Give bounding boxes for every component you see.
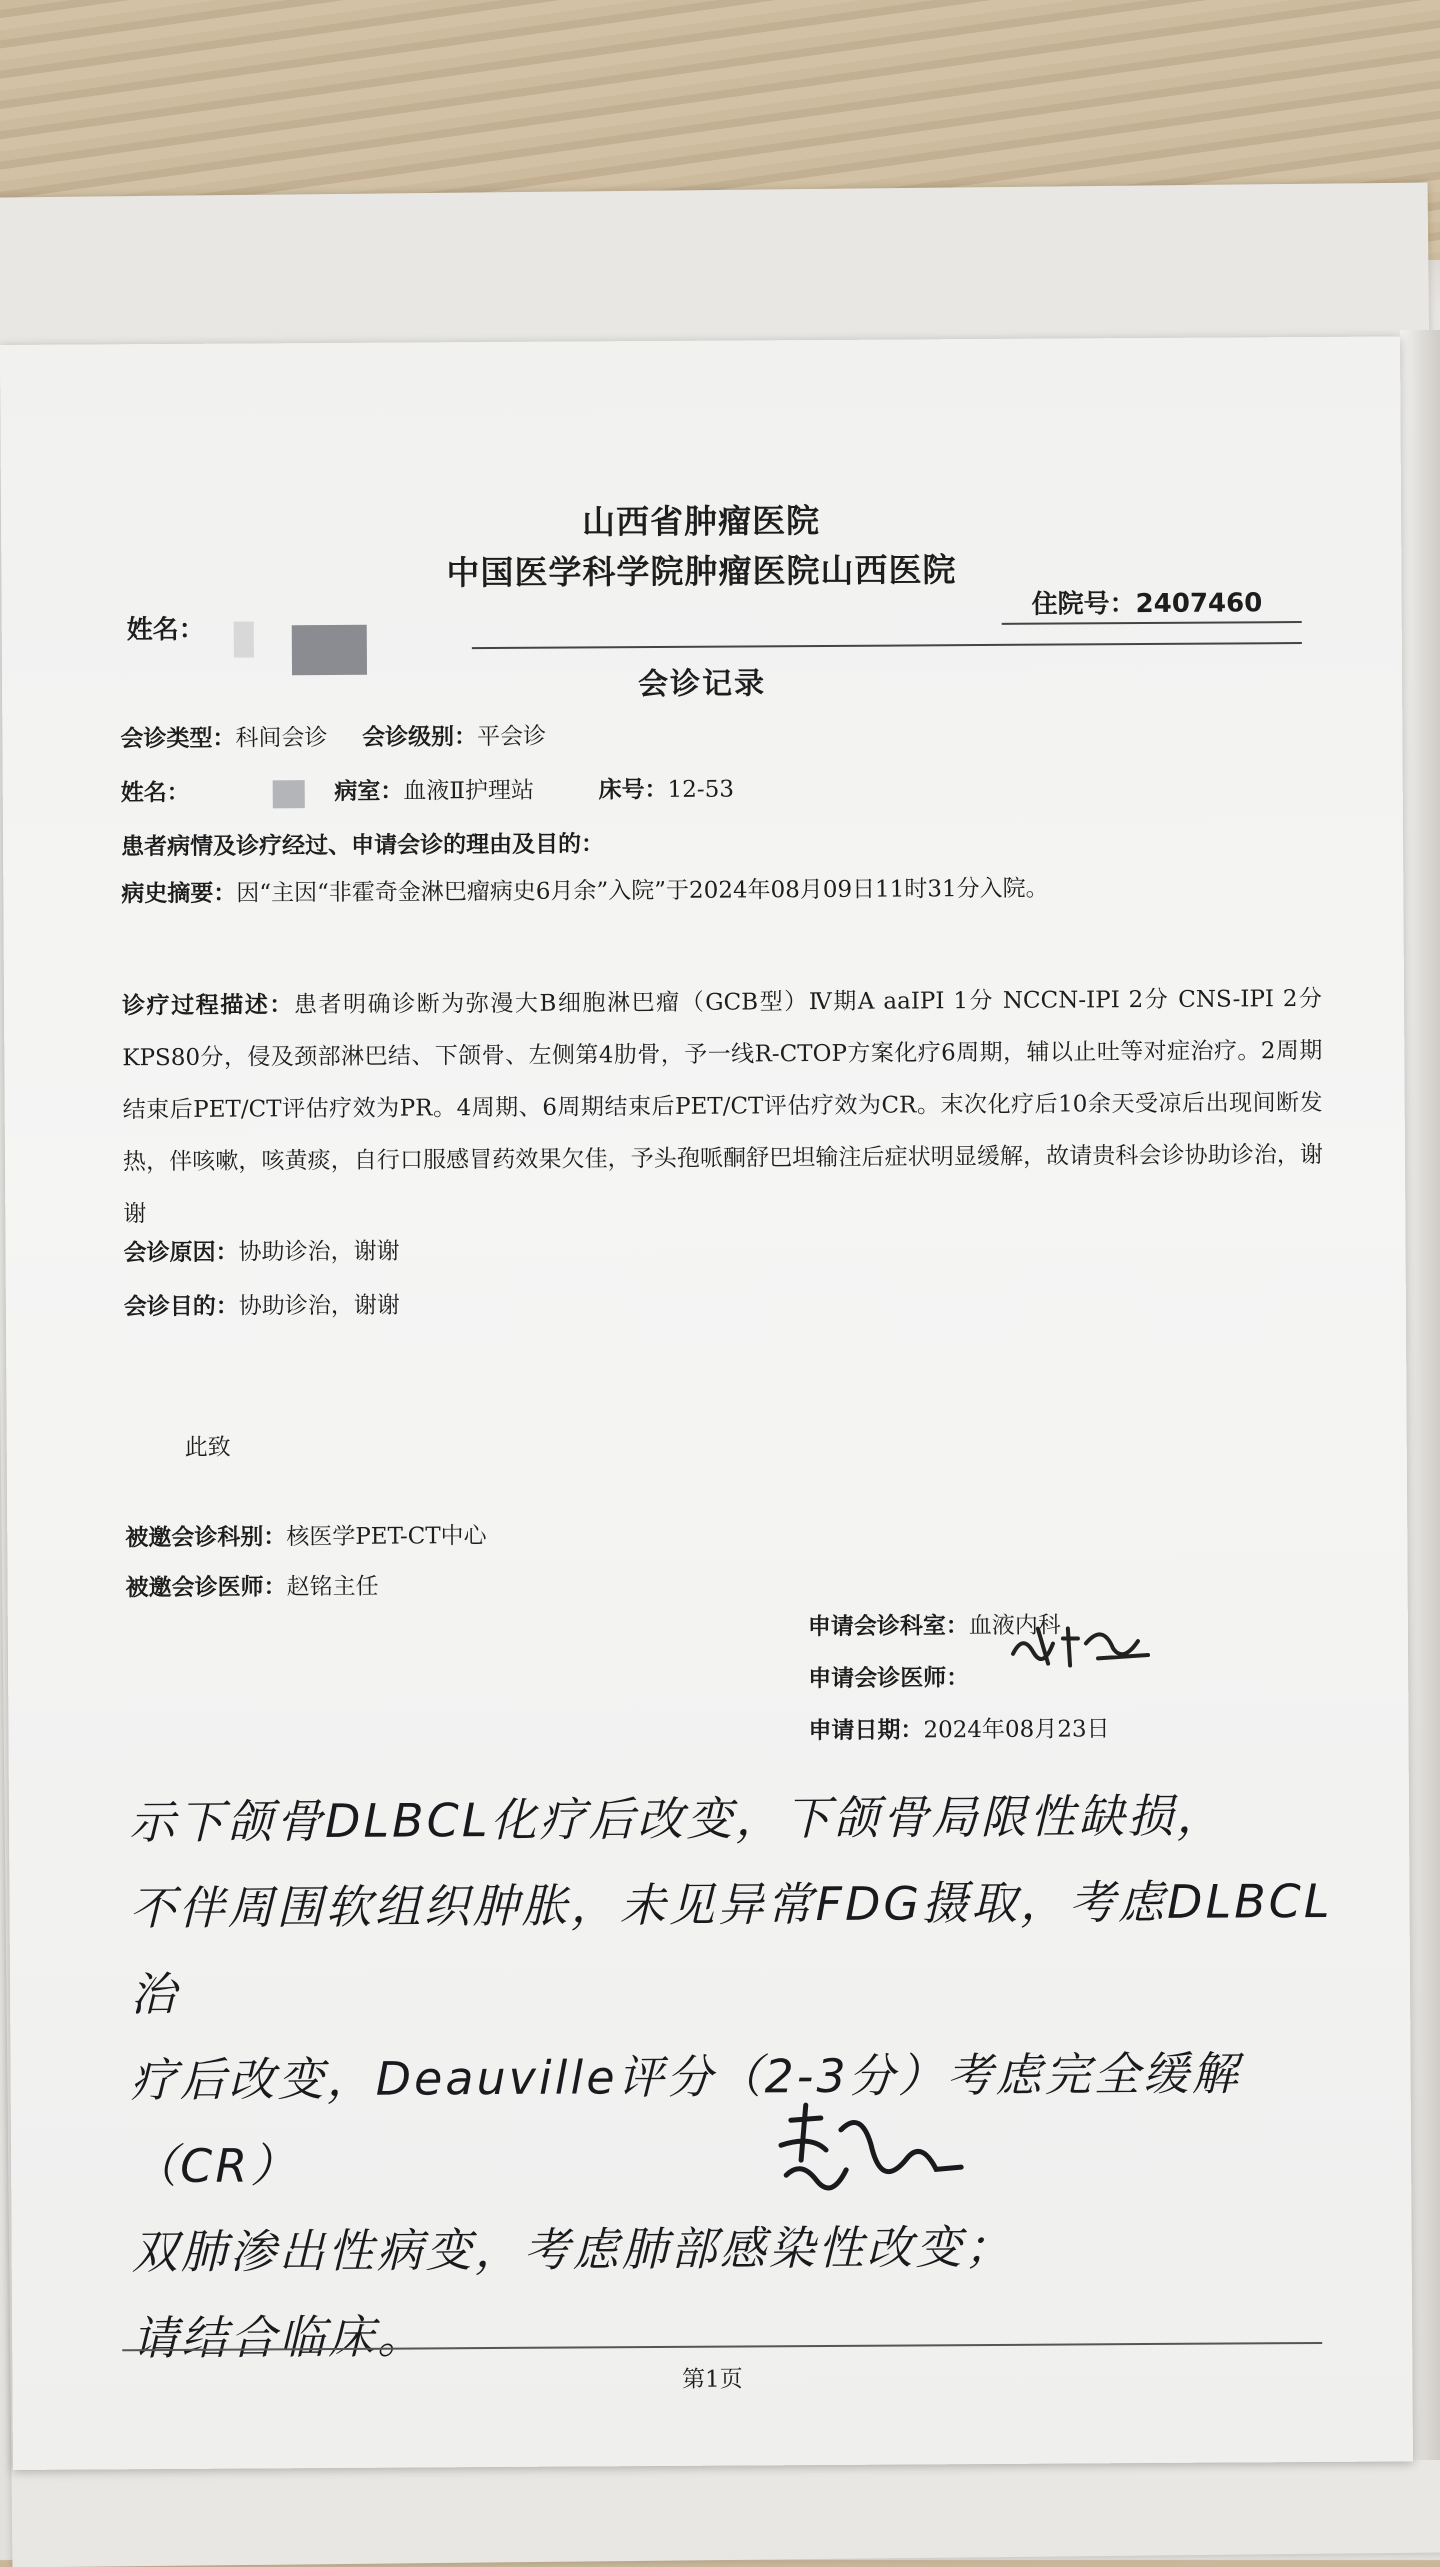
consultant-signature bbox=[771, 2099, 972, 2210]
consult-purpose-row bbox=[124, 1287, 400, 1322]
request-dept-value: 血液内科 bbox=[968, 1612, 1061, 1640]
consult-type-label: 会诊类型： bbox=[120, 724, 236, 753]
page-number: 第1页 bbox=[682, 2366, 743, 2393]
handwritten-line: 示下颌骨DLBCL化疗后改变，下颌骨局限性缺损， bbox=[128, 1788, 1226, 1850]
request-date-label: 申请日期： bbox=[808, 1716, 924, 1745]
handwritten-line: 不伴周围软组织肿胀，未见异常FDG摄取，考虑DLBCL治 bbox=[129, 1873, 1333, 2022]
consultation-record-page bbox=[0, 336, 1413, 2470]
patient-name-label: 姓名： bbox=[120, 778, 190, 807]
request-dept-label: 申请会诊科室： bbox=[807, 1612, 969, 1641]
treatment-label: 诊疗过程描述： bbox=[121, 991, 295, 1020]
ward-label: 病室： bbox=[334, 777, 404, 805]
handwritten-consult-opinion bbox=[129, 1772, 1363, 2382]
consult-purpose-value: 协助诊治，谢谢 bbox=[238, 1292, 400, 1320]
inpatient-number-value: 2407460 bbox=[1135, 588, 1263, 620]
section-heading: 患者病情及诊疗经过、申请会诊的理由及目的： bbox=[120, 830, 605, 861]
redacted-patient-name bbox=[273, 780, 305, 808]
patient-row bbox=[121, 771, 734, 808]
bed-value: 12-53 bbox=[667, 776, 735, 803]
inpatient-underline bbox=[1002, 621, 1302, 625]
history-label: 病史摘要： bbox=[121, 879, 237, 908]
hospital-name: 山西省肿瘤医院 bbox=[581, 500, 821, 542]
invited-doctor-value: 赵铭主任 bbox=[286, 1573, 379, 1601]
invited-doctor-label: 被邀会诊医师： bbox=[125, 1573, 287, 1602]
hospital-subname: 中国医学科学院肿瘤医院山西医院 bbox=[446, 550, 957, 593]
redacted-name-shadow bbox=[234, 621, 254, 657]
consult-type-value: 科间会诊 bbox=[235, 725, 328, 752]
invited-dept-value: 核医学PET-CT中心 bbox=[286, 1523, 487, 1551]
history-summary bbox=[121, 861, 1321, 920]
treatment-description bbox=[122, 973, 1324, 1240]
document-title: 会诊记录 bbox=[637, 666, 767, 703]
ward-value: 血液Ⅱ护理站 bbox=[403, 777, 535, 805]
consult-purpose-label: 会诊目的： bbox=[123, 1292, 239, 1321]
closing-text: 此致 bbox=[184, 1434, 231, 1461]
request-doctor-row bbox=[808, 1659, 969, 1693]
consult-level-value: 平会诊 bbox=[476, 723, 547, 751]
request-doctor-label: 申请会诊医师： bbox=[808, 1664, 970, 1693]
invited-doctor-row bbox=[125, 1568, 378, 1603]
handwritten-line: 疗后改变，Deauville评分（2-3分）考虑完全缓解（CR） bbox=[130, 2046, 1241, 2194]
inpatient-number bbox=[1031, 582, 1262, 620]
consult-level-label: 会诊级别： bbox=[361, 723, 478, 751]
history-text: 因“主因“非霍奇金淋巴瘤病史6月余”入院”于2024年08月09日11时31分入院。 bbox=[236, 875, 1049, 907]
request-date-row bbox=[808, 1710, 1109, 1745]
request-doctor-signature bbox=[1008, 1613, 1158, 1674]
invited-dept-label: 被邀会诊科别： bbox=[125, 1523, 287, 1552]
consult-reason-label: 会诊原因： bbox=[123, 1238, 239, 1267]
consult-reason-value: 协助诊治，谢谢 bbox=[238, 1238, 400, 1266]
top-name-label: 姓名： bbox=[126, 614, 205, 646]
header-rule bbox=[472, 642, 1302, 649]
treatment-text: 患者明确诊断为弥漫大B细胞淋巴瘤（GCB型）Ⅳ期A aaIPI 1分 NCCN-IPI 2分 CNS-IPI 2分 KPS80分，侵及颈部淋巴结、下颌骨、左侧第4肋骨，予一线R-CTOP方案化疗6周期，辅以止吐等对症治疗。2周期结束后PET/CT评估疗效为PR。4周期、6周期结束后PET/CT评估疗效为CR。末次化疗后10余天受凉后出现间断发热，伴咳嗽，咳黄痰，自行口服感冒药效果欠佳，予头孢哌酮舒巴坦输注后症状明显缓解，故请贵科会诊协助诊治，谢谢 bbox=[122, 985, 1324, 1228]
consult-reason-row bbox=[123, 1233, 399, 1268]
request-date-value: 2024年08月23日 bbox=[923, 1716, 1110, 1744]
handwritten-line: 双肺渗出性病变，考虑肺部感染性改变； bbox=[131, 2219, 1014, 2280]
inpatient-number-label: 住院号： bbox=[1031, 589, 1136, 620]
invited-dept-row bbox=[125, 1517, 487, 1552]
consult-type-row bbox=[120, 718, 546, 754]
handwritten-line: 请结合临床。 bbox=[132, 2309, 427, 2366]
bed-label: 床号： bbox=[598, 775, 668, 804]
